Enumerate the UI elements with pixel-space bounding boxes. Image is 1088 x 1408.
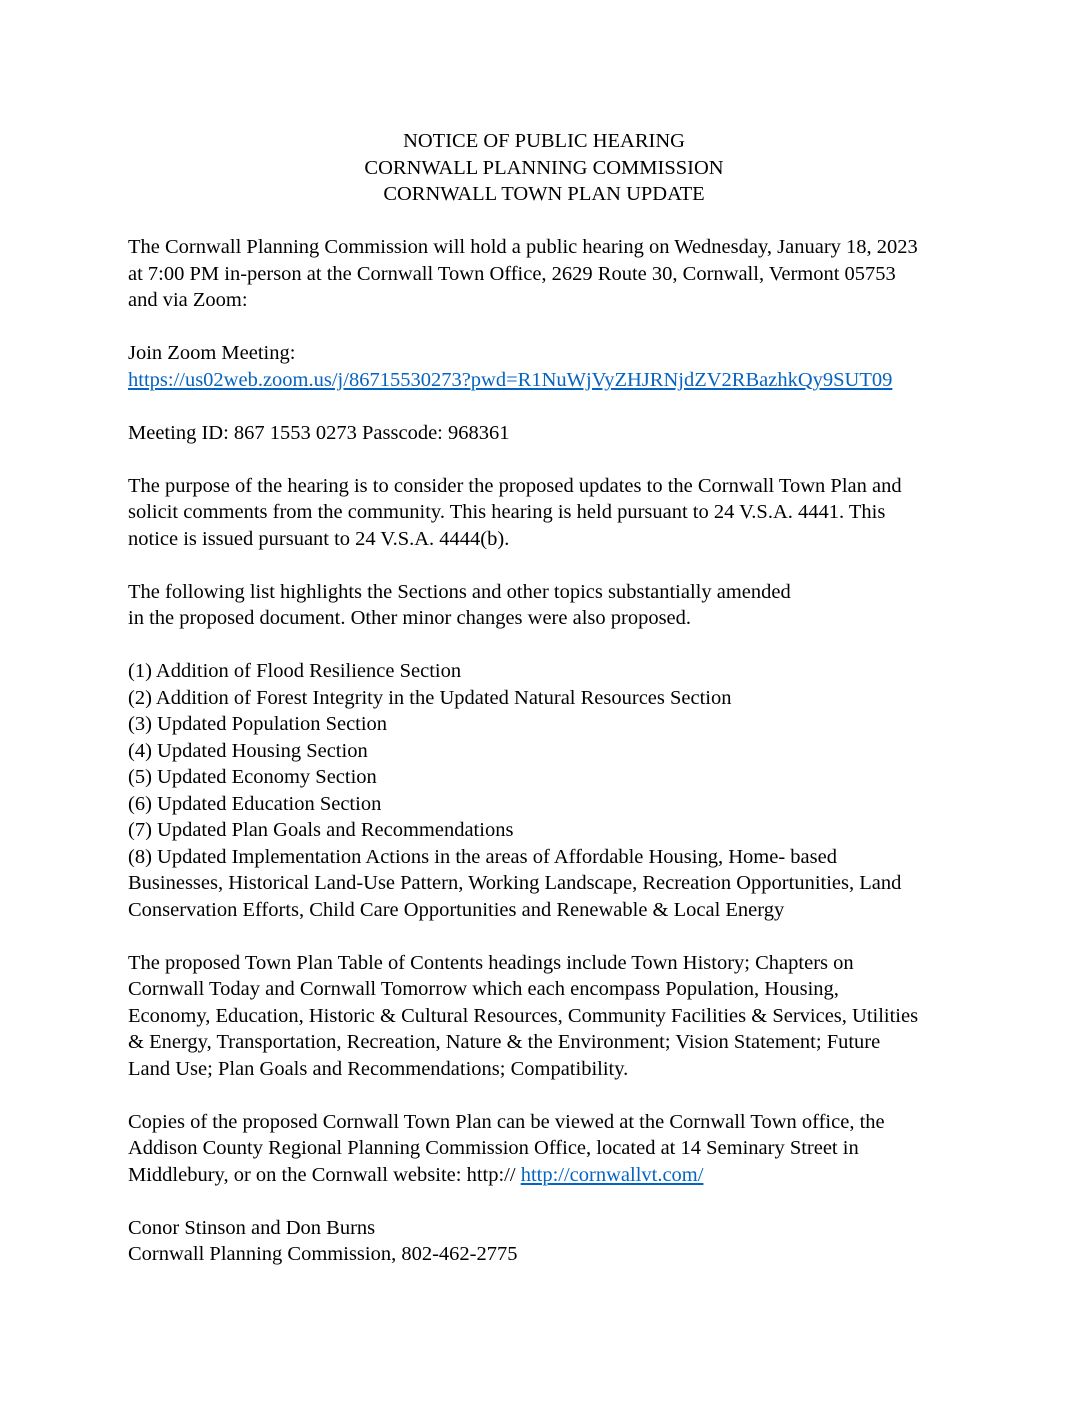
meeting-info: Meeting ID: 867 1553 0273 Passcode: 968361 [128, 421, 510, 444]
amendments-list [128, 658, 968, 923]
intro-line: at 7:00 PM in-person at the Cornwall Town Office, 2629 Route 30, Cornwall, Vermont 05753 [128, 262, 896, 285]
copies-line-prefix: Middlebury, or on the Cornwall website: http:// [128, 1163, 521, 1186]
signature-organization: Cornwall Planning Commission, 802-462-2775 [128, 1243, 518, 1265]
notice-header [0, 128, 1088, 208]
header-title: NOTICE OF PUBLIC HEARING [403, 130, 685, 152]
purpose-line: notice is issued pursuant to 24 V.S.A. 4444(b). [128, 527, 510, 550]
list-item: (2) Addition of Forest Integrity in the Updated Natural Resources Section [128, 686, 732, 709]
header-commission: CORNWALL PLANNING COMMISSION [364, 156, 724, 179]
list-item-continuation: Conservation Efforts, Child Care Opportunities and Renewable & Local Energy [128, 898, 785, 921]
list-item: (4) Updated Housing Section [128, 739, 368, 762]
toc-line: Land Use; Plan Goals and Recommendations; Compatibility. [128, 1057, 629, 1080]
document-body [128, 128, 968, 1268]
copies-line: Addison County Regional Planning Commission Office, located at 14 Seminary Street in [128, 1137, 859, 1159]
list-item: (1) Addition of Flood Resilience Section [128, 660, 462, 682]
intro-line: The Cornwall Planning Commission will hold a public hearing on Wednesday, January 18, 2023 [128, 236, 918, 258]
cornwall-website-link[interactable]: http://cornwallvt.com/ [520, 1163, 704, 1186]
toc-paragraph [128, 950, 968, 1083]
toc-line: Cornwall Today and Cornwall Tomorrow which each encompass Population, Housing, [128, 978, 839, 1000]
toc-line: The proposed Town Plan Table of Contents headings include Town History; Chapters on [128, 951, 854, 974]
copies-line [128, 1164, 703, 1186]
copies-paragraph [128, 1109, 968, 1189]
list-item: (8) Updated Implementation Actions in the areas of Affordable Housing, Home- based [128, 845, 837, 868]
zoom-join-label: Join Zoom Meeting: [128, 342, 296, 364]
zoom-join-paragraph [128, 340, 968, 393]
zoom-meeting-link[interactable]: https://us02web.zoom.us/j/86715530273?pwd=R1NuWjVyZHJRNjdZV2RBazhkQy9SUT09 [128, 368, 893, 391]
list-item: (6) Updated Education Section [128, 792, 382, 815]
list-intro-line: The following list highlights the Sections and other topics substantially amended [128, 580, 791, 603]
list-item-continuation: Businesses, Historical Land-Use Pattern, Working Landscape, Recreation Opportunities, Land [128, 872, 902, 894]
intro-line: and via Zoom: [128, 289, 248, 311]
copies-line: Copies of the proposed Cornwall Town Plan can be viewed at the Cornwall Town office, the [128, 1110, 885, 1133]
list-item: (3) Updated Population Section [128, 713, 388, 735]
list-item: (5) Updated Economy Section [128, 766, 377, 788]
toc-line: & Energy, Transportation, Recreation, Nature & the Environment; Vision Statement; Future [128, 1031, 881, 1053]
signature-block [128, 1215, 968, 1268]
list-item: (7) Updated Plan Goals and Recommendations [128, 819, 514, 841]
toc-line: Economy, Education, Historic & Cultural Resources, Community Facilities & Services, Utilities [128, 1004, 919, 1027]
list-intro-line: in the proposed document. Other minor changes were also proposed. [128, 607, 692, 629]
header-subject: CORNWALL TOWN PLAN UPDATE [383, 183, 705, 205]
purpose-line: solicit comments from the community. This hearing is held pursuant to 24 V.S.A. 4441. This [128, 501, 886, 523]
intro-paragraph [128, 234, 968, 314]
purpose-line: The purpose of the hearing is to consider the proposed updates to the Cornwall Town Plan and [128, 474, 902, 497]
signature-names: Conor Stinson and Don Burns [128, 1216, 376, 1239]
purpose-paragraph [128, 473, 968, 553]
list-intro-paragraph [128, 579, 968, 632]
